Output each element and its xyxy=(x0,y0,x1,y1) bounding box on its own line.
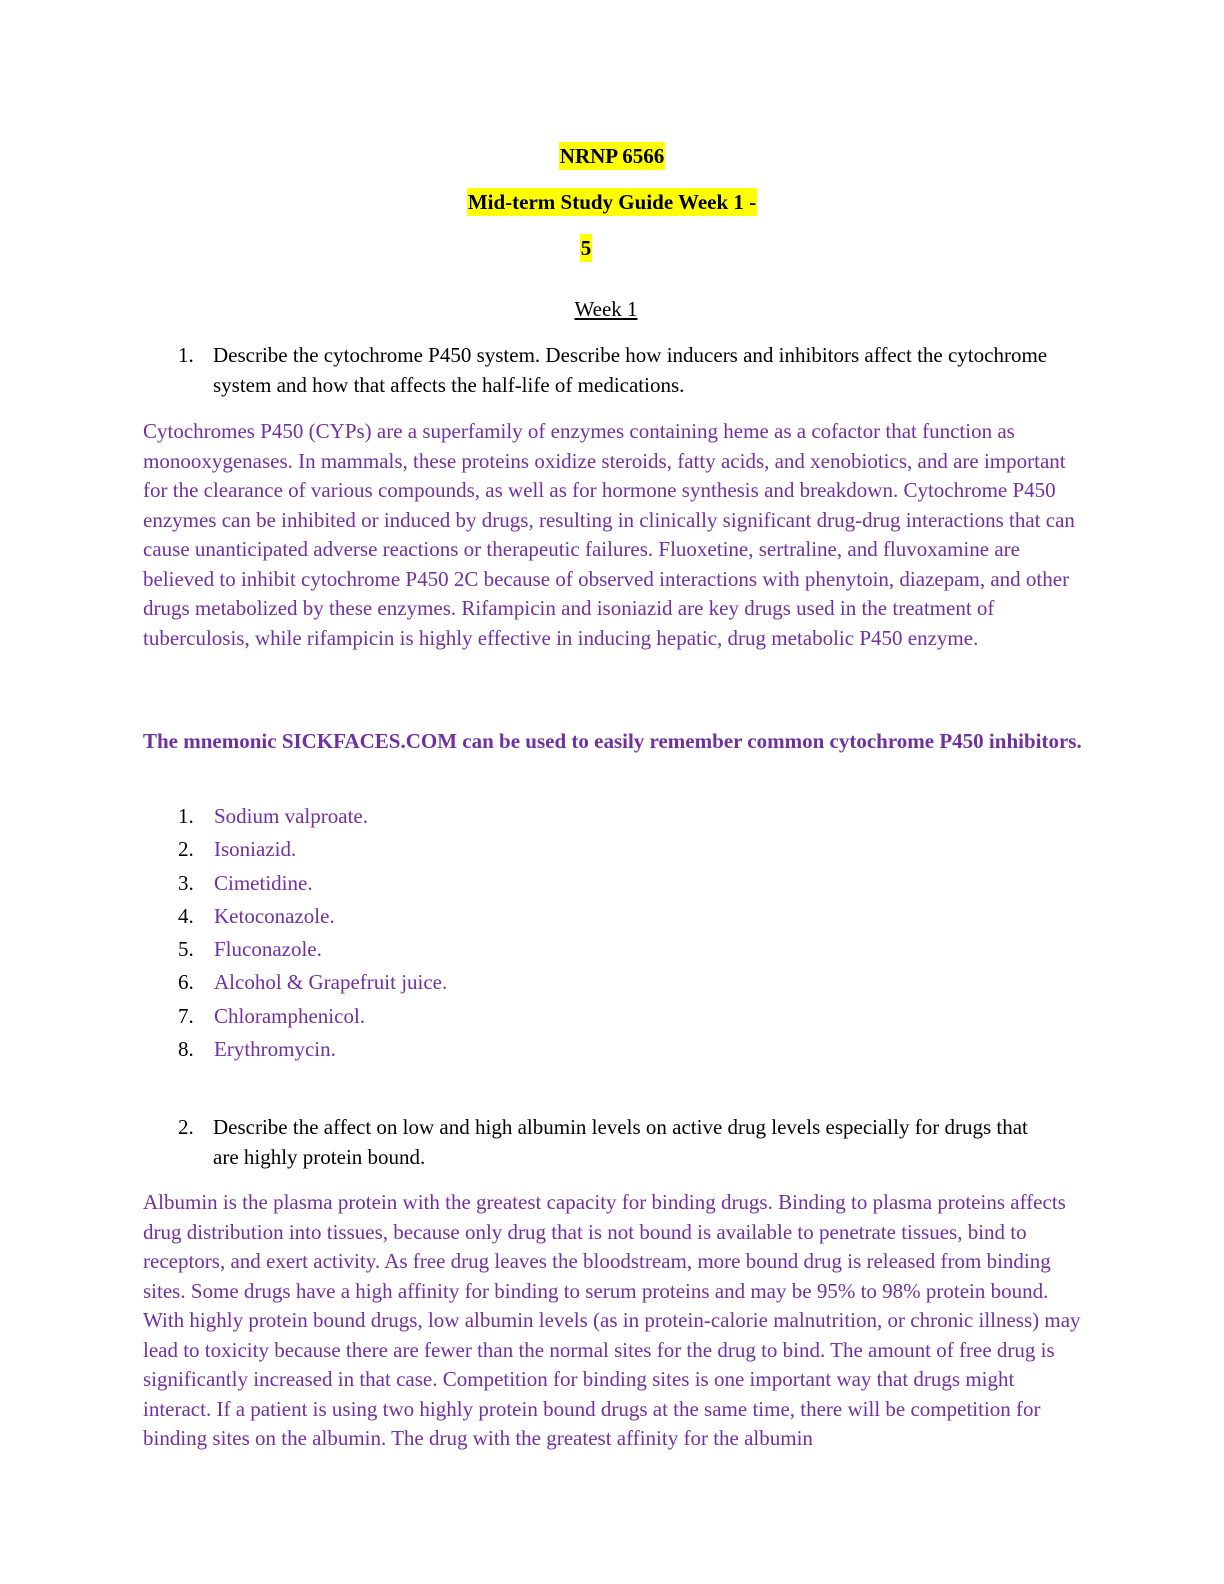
question-1 xyxy=(178,341,1058,400)
document-title-continuation: 5 xyxy=(580,236,592,260)
list-item-label: Chloramphenicol. xyxy=(214,1003,366,1028)
week-heading: Week 1 xyxy=(574,297,638,321)
list-item-number: 5. xyxy=(178,937,194,962)
list-item-number: 6. xyxy=(178,970,194,995)
list-item-label: Alcohol & Grapefruit juice. xyxy=(214,970,448,995)
mnemonic-note: The mnemonic SICKFACES.COM can be used to easily remember common cytochrome P450 inhibitors. xyxy=(143,729,1082,753)
question-number: 2. xyxy=(178,1115,194,1139)
list-item-label: Sodium valproate. xyxy=(214,804,368,828)
question-number: 1. xyxy=(178,343,194,367)
list-item-label: Erythromycin. xyxy=(214,1037,336,1062)
title-line-2 xyxy=(0,236,1224,261)
answer-1: Cytochromes P450 (CYPs) are a superfamily of enzymes containing heme as a cofactor that function as monooxygenases. In mammals, these proteins oxidize steroids, fatty acids, and xenobiotics, and are important for the clearance of various compounds, as well as for hormone synthesis and breakdown. Cytochrome P450 enzymes can be inhibited or induced by drugs, resulting in clinically significant drug-drug interactions that can cause unanticipated adverse reactions or therapeutic failures. Fluoxetine, sertraline, and fluvoxamine are believed to inhibit cytochrome P450 2C because of observed interactions with phenytoin, diazepam, and other drugs metabolized by these enzymes. Rifampicin and isoniazid are key drugs used in the treatment of tuberculosis, while rifampicin is highly effective in inducing hepatic, drug metabolic P450 enzyme. xyxy=(143,419,1075,650)
list-item-label: Isoniazid. xyxy=(214,837,297,862)
list-item-label: Cimetidine. xyxy=(214,870,313,895)
list-item-label: Fluconazole. xyxy=(214,937,322,962)
list-item-number: 1. xyxy=(178,804,194,828)
list-item-number: 4. xyxy=(178,903,194,928)
question-2 xyxy=(178,1113,1058,1172)
list-item-number: 2. xyxy=(178,837,194,862)
document-title: Mid-term Study Guide Week 1 - xyxy=(467,190,757,214)
list-item-number: 3. xyxy=(178,870,194,895)
answer-2: Albumin is the plasma protein with the greatest capacity for binding drugs. Binding to plasma proteins affects drug distribution into tissues, because only drug that is not bound is available to penetrate tissues, bind to receptors, and exert activity. As free drug leaves the bloodstream, more bound drug is released from binding sites. Some drugs have a high affinity for binding to serum proteins and may be 95% to 98% protein bound. With highly protein bound drugs, low albumin levels (as in protein-calorie malnutrition, or chronic illness) may lead to toxicity because there are fewer than the normal sites for the drug to bind. The amount of free drug is significantly increased in that case. Competition for binding sites is one important way that drugs might interact. If a patient is using two highly protein bound drugs at the same time, there will be competition for binding sites on the albumin. The drug with the greatest affinity for the albumin xyxy=(143,1190,1081,1450)
title-line-1 xyxy=(0,190,1224,215)
list-item-label: Ketoconazole. xyxy=(214,903,335,928)
list-item-number: 8. xyxy=(178,1037,194,1062)
list-item-number: 7. xyxy=(178,1003,194,1028)
question-text: Describe the affect on low and high albumin levels on active drug levels especially for drugs that are highly protein bound. xyxy=(213,1115,1028,1169)
course-code: NRNP 6566 xyxy=(559,144,665,168)
question-text: Describe the cytochrome P450 system. Describe how inducers and inhibitors affect the cytochrome system and how that affects the half-life of medications. xyxy=(213,343,1048,397)
course-code-line xyxy=(0,144,1224,169)
